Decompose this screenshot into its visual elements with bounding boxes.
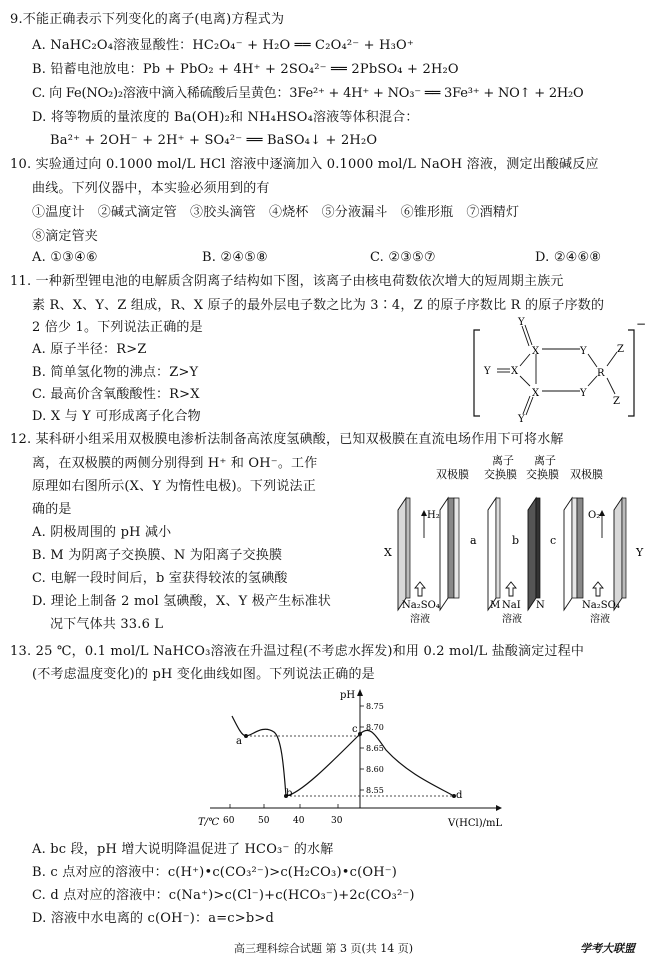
- label-bipolar-left: 双极膜: [436, 468, 469, 481]
- q11-option-c: C. 最高价含氧酸酸性：R>X: [32, 387, 200, 402]
- q13-stem-line2: (不考虑温度变化)的 pH 变化曲线如图。下列说法正确的是: [32, 667, 375, 682]
- q10-option-d: D. ②④⑥⑧: [535, 250, 602, 265]
- label-h2: H₂: [427, 510, 440, 521]
- q10-option-c: C. ②③⑤⑦: [370, 250, 436, 265]
- x-axis-label-left: T/℃: [198, 817, 220, 828]
- x-tick-50: 50: [258, 816, 270, 826]
- q13-option-c: C. d 点对应的溶液中：c(Na⁺)>c(Cl⁻)+c(HCO₃⁻)+2c(CO₃²⁻): [32, 888, 415, 903]
- atom-r: R: [597, 368, 605, 379]
- q12-stem-line3: 原理如右图所示(X、Y 为惰性电极)。下列说法正: [32, 479, 316, 494]
- q12-option-c: C. 电解一段时间后，b 室获得较浓的氢碘酸: [32, 571, 288, 586]
- label-chamber-b: b: [512, 534, 520, 547]
- q12-option-d: D. 理论上制备 2 mol 氢碘酸，X、Y 极产生标准状: [32, 594, 331, 609]
- q9-option-d: D. 将等物质的量浓度的 Ba(OH)₂和 NH₄HSO₄溶液等体积混合：: [32, 110, 419, 125]
- x-axis-label-right: V(HCl)/mL: [448, 818, 503, 829]
- page-footer: 高三理科综合试题 第 3 页(共 14 页): [234, 942, 414, 955]
- q9-option-b: B. 铅蓄电池放电：Pb + PbO₂ + 4H⁺ + 2SO₄²⁻ ══ 2PbSO₄ + 2H₂O: [32, 62, 459, 77]
- q9-option-a: A. NaHC₂O₄溶液显酸性：HC₂O₄⁻ + H₂O ══ C₂O₄²⁻ + H₃O⁺: [32, 38, 414, 53]
- y-tick-865: 8.65: [366, 744, 384, 753]
- label-point-a: a: [236, 736, 242, 747]
- label-chamber-a: a: [470, 534, 477, 547]
- bipolar-membrane-left: [440, 498, 448, 610]
- y-axis-label: pH: [340, 690, 356, 701]
- q13-ph-curve-graph: [190, 684, 520, 834]
- q13-stem: 13. 25 ℃，0.1 mol/L NaHCO₃溶液在升温过程(不考虑水挥发)和用 0.2 mol/L 盐酸滴定过程中: [10, 644, 585, 659]
- atom-x-bottom: X: [532, 388, 540, 399]
- q12-stem-line2: 离，在双极膜的两侧分别得到 H⁺ 和 OH⁻。工作: [32, 456, 318, 471]
- q10-stem-cont: 曲线。下列仪器中，本实验必须用到的有: [32, 181, 270, 196]
- label-n: N: [536, 600, 545, 611]
- label-ion-membrane-2b: 交换膜: [526, 468, 559, 481]
- label-ion-membrane-1b: 交换膜: [484, 468, 517, 481]
- label-ion-membrane-1a: 离子: [492, 454, 514, 467]
- q11-option-d: D. X 与 Y 可形成离子化合物: [32, 409, 201, 424]
- label-mid-solution: NaI: [502, 600, 521, 611]
- q9-stem: 9.不能正确表示下列变化的离子(电离)方程式为: [10, 12, 285, 27]
- anion-charge: −: [636, 317, 647, 331]
- q10-option-b: B. ②④⑤⑧: [202, 250, 268, 265]
- q10-items-cont: ⑧滴定管夹: [32, 229, 99, 244]
- label-right-solution: Na₂SO₄: [582, 600, 620, 611]
- label-o2: O₂: [588, 510, 601, 521]
- label-x: X: [384, 546, 392, 559]
- q11-option-a: A. 原子半径：R>Z: [32, 342, 147, 357]
- x-tick-30: 30: [331, 816, 343, 826]
- atom-z-bottom: Z: [613, 396, 620, 407]
- q12-option-b: B. M 为阴离子交换膜、N 为阳离子交换膜: [32, 548, 283, 563]
- q12-option-a: A. 阴极周围的 pH 减小: [32, 525, 172, 540]
- q10-option-a: A. ①③④⑥: [32, 250, 98, 265]
- atom-x-top: X: [532, 346, 540, 357]
- label-chamber-c: c: [550, 534, 557, 547]
- y-tick-860: 8.60: [366, 765, 384, 774]
- y-tick-875: 8.75: [366, 702, 384, 711]
- q9-option-c: C. 向 Fe(NO₂)₂溶液中滴入稀硫酸后呈黄色：3Fe²⁺ + 4H⁺ + NO₃⁻ ══ 3Fe³⁺ + NO↑ + 2H₂O: [32, 86, 584, 101]
- q9-option-d-equation: Ba²⁺ + 2OH⁻ + 2H⁺ + SO₄²⁻ ══ BaSO₄↓ + 2H₂O: [50, 133, 378, 148]
- label-right-solution-2: 溶液: [590, 614, 610, 625]
- label-point-c: c: [352, 724, 358, 735]
- q10-items: ①温度计 ②碱式滴定管 ③胶头滴管 ④烧杯 ⑤分液漏斗 ⑥锥形瓶 ⑦酒精灯: [32, 205, 520, 220]
- q13-option-d: D. 溶液中水电离的 c(OH⁻)：a=c>b>d: [32, 911, 274, 926]
- q11-stem-line2: 素 R、X、Y、Z 组成，R、X 原子的最外层电子数之比为 3∶4，Z 的原子序数比 R 的原子序数的: [32, 298, 605, 313]
- label-point-d: d: [456, 790, 463, 801]
- label-ion-membrane-2a: 离子: [534, 454, 556, 467]
- x-tick-60: 60: [223, 816, 235, 826]
- footer-brand: 学考大联盟: [580, 942, 635, 955]
- ph-curve: [232, 716, 454, 796]
- q11-stem: 11. 一种新型锂电池的电解质含阴离子结构如下图，该离子由核电荷数依次增大的短周期主族元: [10, 274, 564, 289]
- label-left-solution-2: 溶液: [410, 614, 430, 625]
- membrane-m: [488, 498, 496, 610]
- label-left-solution: Na₂SO₄: [402, 600, 440, 611]
- q12-electrodialysis-diagram: [378, 452, 650, 634]
- y-tick-870: 8.70: [366, 723, 384, 732]
- atom-y-top: Y: [518, 317, 525, 328]
- q11-option-b: B. 简单氢化物的沸点：Z>Y: [32, 365, 199, 380]
- atom-x-left: X: [511, 366, 519, 377]
- q12-option-d-cont: 况下气体共 33.6 L: [50, 617, 164, 632]
- y-tick-855: 8.55: [366, 786, 384, 795]
- bipolar-membrane-right: [564, 498, 572, 610]
- point-a: [244, 734, 248, 738]
- q13-option-b: B. c 点对应的溶液中：c(H⁺)•c(CO₃²⁻)>c(H₂CO₃)•c(OH⁻): [32, 865, 398, 880]
- electrode-x: [398, 498, 406, 610]
- q13-option-a: A. bc 段，pH 增大说明降温促进了 HCO₃⁻ 的水解: [32, 842, 334, 857]
- x-tick-40: 40: [293, 816, 305, 826]
- atom-y-bottom: Y: [518, 414, 525, 424]
- q12-stem: 12. 某科研小组采用双极膜电渗析法制备高浓度氢碘酸，已知双极膜在直流电场作用下可将水解: [10, 432, 564, 447]
- label-bipolar-right: 双极膜: [570, 468, 603, 481]
- q11-stem-line3: 2 倍少 1。下列说法正确的是: [32, 320, 203, 335]
- q12-stem-line4: 确的是: [32, 502, 72, 517]
- atom-y-left: Y: [484, 366, 491, 377]
- point-c: [358, 732, 362, 736]
- label-y: Y: [636, 546, 644, 559]
- atom-y-right-bottom: Y: [580, 388, 587, 399]
- label-point-b: b: [286, 788, 293, 799]
- label-m: M: [490, 600, 501, 611]
- electrode-y: [614, 498, 622, 610]
- q10-stem: 10. 实验通过向 0.1000 mol/L HCl 溶液中逐滴加入 0.1000 mol/L NaOH 溶液，测定出酸碱反应: [10, 157, 599, 172]
- label-mid-solution-2: 溶液: [502, 614, 522, 625]
- atom-y-right-top: Y: [580, 346, 587, 357]
- atom-z-top: Z: [617, 344, 624, 355]
- membrane-n: [528, 498, 536, 610]
- q11-anion-structure: [470, 312, 650, 424]
